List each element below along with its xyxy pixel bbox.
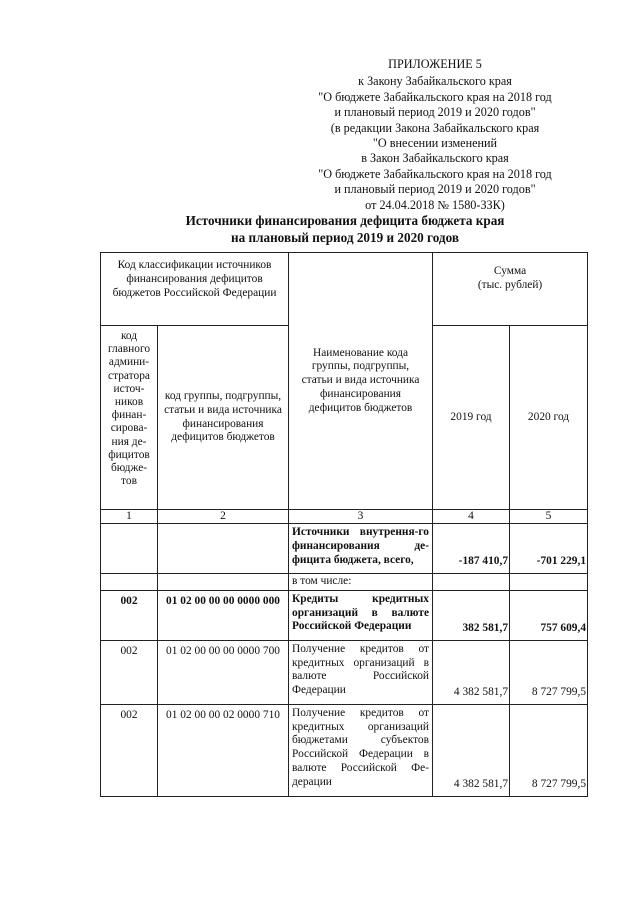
admin-code-header-line: ников — [114, 396, 144, 409]
admin-code-header — [101, 326, 158, 510]
group-code-cell: 01 02 00 00 00 0000 000 — [158, 590, 289, 640]
appendix-header — [290, 57, 580, 213]
header-line: (в редакции Закона Забайкальского края — [330, 120, 540, 135]
sum-header — [433, 253, 588, 326]
appendix-number: ПРИЛОЖЕНИЕ 5 — [388, 57, 482, 71]
header-line: к Закону Забайкальского края — [358, 74, 512, 89]
value-2020-cell: 757 609,4 — [510, 590, 588, 640]
including-note: в том числе: — [289, 574, 433, 591]
table-row — [101, 524, 588, 574]
value-2020-cell: 8 727 799,5 — [510, 640, 588, 704]
group-code-header: код группы, подгруппы, статьи и вида источника финансирования дефицитов бюджетов — [158, 326, 289, 510]
admin-code-header-line: ния де- — [111, 435, 147, 448]
classification-header: Код классификации источников финансирования дефицитов бюджетов Российской Федерации — [101, 253, 289, 326]
value-2019-cell: -187 410,7 — [433, 524, 510, 574]
document-title — [100, 213, 590, 246]
group-code-cell — [158, 524, 289, 574]
name-header: Наименование кода группы, подгруппы, статьи и вида источника финансирования дефицитов бюджетов — [289, 253, 433, 510]
admin-code-header-line: сирова- — [110, 422, 148, 435]
admin-code-cell — [101, 524, 158, 574]
financing-sources-table — [100, 252, 588, 797]
col-number: 2 — [158, 510, 289, 524]
value-2019-cell: 4 382 581,7 — [433, 704, 510, 796]
value-2020-cell: 8 727 799,5 — [510, 704, 588, 796]
admin-code-header-line: бюдже- — [110, 462, 148, 475]
admin-code-cell: 002 — [101, 704, 158, 796]
header-line: в Закон Забайкальского края — [361, 151, 509, 166]
group-code-cell: 01 02 00 00 02 0000 710 — [158, 704, 289, 796]
col-number: 5 — [510, 510, 588, 524]
group-code-cell: 01 02 00 00 00 0000 700 — [158, 640, 289, 704]
row-name-cell: Получение кредитов от кредитных организаций в валюте Российской Федерации — [289, 640, 433, 704]
table-row — [101, 590, 588, 640]
admin-code-header-line: главного — [107, 343, 151, 356]
row-name-cell: Кредиты кредитных организаций в валюте Российской Федерации — [289, 590, 433, 640]
header-line: "О бюджете Забайкальского края на 2018 год — [318, 89, 552, 104]
admin-code-header-line: стратора — [108, 369, 150, 382]
admin-code-header-line: код — [120, 330, 138, 342]
col-number: 4 — [433, 510, 510, 524]
admin-code-header-line: фицитов — [108, 448, 150, 461]
value-2019-cell: 382 581,7 — [433, 590, 510, 640]
year-2020-header: 2020 год — [510, 326, 588, 510]
sum-unit: (тыс. рублей) — [477, 278, 543, 291]
header-line: и плановый период 2019 и 2020 годов" — [334, 105, 536, 120]
title-line-2: на плановый период 2019 и 2020 годов — [231, 229, 459, 245]
value-2019-cell: 4 382 581,7 — [433, 640, 510, 704]
row-name-cell: Источники внутрення-го финансирования де-фицита бюджета, всего, — [289, 524, 433, 574]
admin-code-cell: 002 — [101, 640, 158, 704]
sum-label: Сумма — [493, 265, 527, 277]
admin-code-header-line: админи- — [108, 356, 150, 369]
table-row — [101, 574, 588, 591]
admin-code-header-line: источ- — [113, 382, 145, 395]
header-line: от 24.04.2018 № 1580-ЗЗК) — [365, 197, 505, 212]
header-line: "О внесении изменений — [372, 136, 498, 151]
year-2019-header: 2019 год — [433, 326, 510, 510]
admin-code-header-line: тов — [121, 475, 137, 488]
admin-code-header-line: финан- — [111, 409, 147, 422]
row-name-cell: Получение кредитов от кредитных организаций бюджетами субъектов Российской Федерации в валюте Российской Фе-дерации — [289, 704, 433, 796]
header-line: и плановый период 2019 и 2020 годов" — [334, 182, 536, 197]
col-number: 1 — [101, 510, 158, 524]
table-row — [101, 704, 588, 796]
title-line-1: Источники финансирования дефицита бюджета края — [185, 213, 505, 228]
header-line: "О бюджете Забайкальского края на 2018 год — [318, 166, 552, 181]
value-2020-cell: -701 229,1 — [510, 524, 588, 574]
col-number: 3 — [289, 510, 433, 524]
table-row — [101, 640, 588, 704]
admin-code-cell: 002 — [101, 590, 158, 640]
